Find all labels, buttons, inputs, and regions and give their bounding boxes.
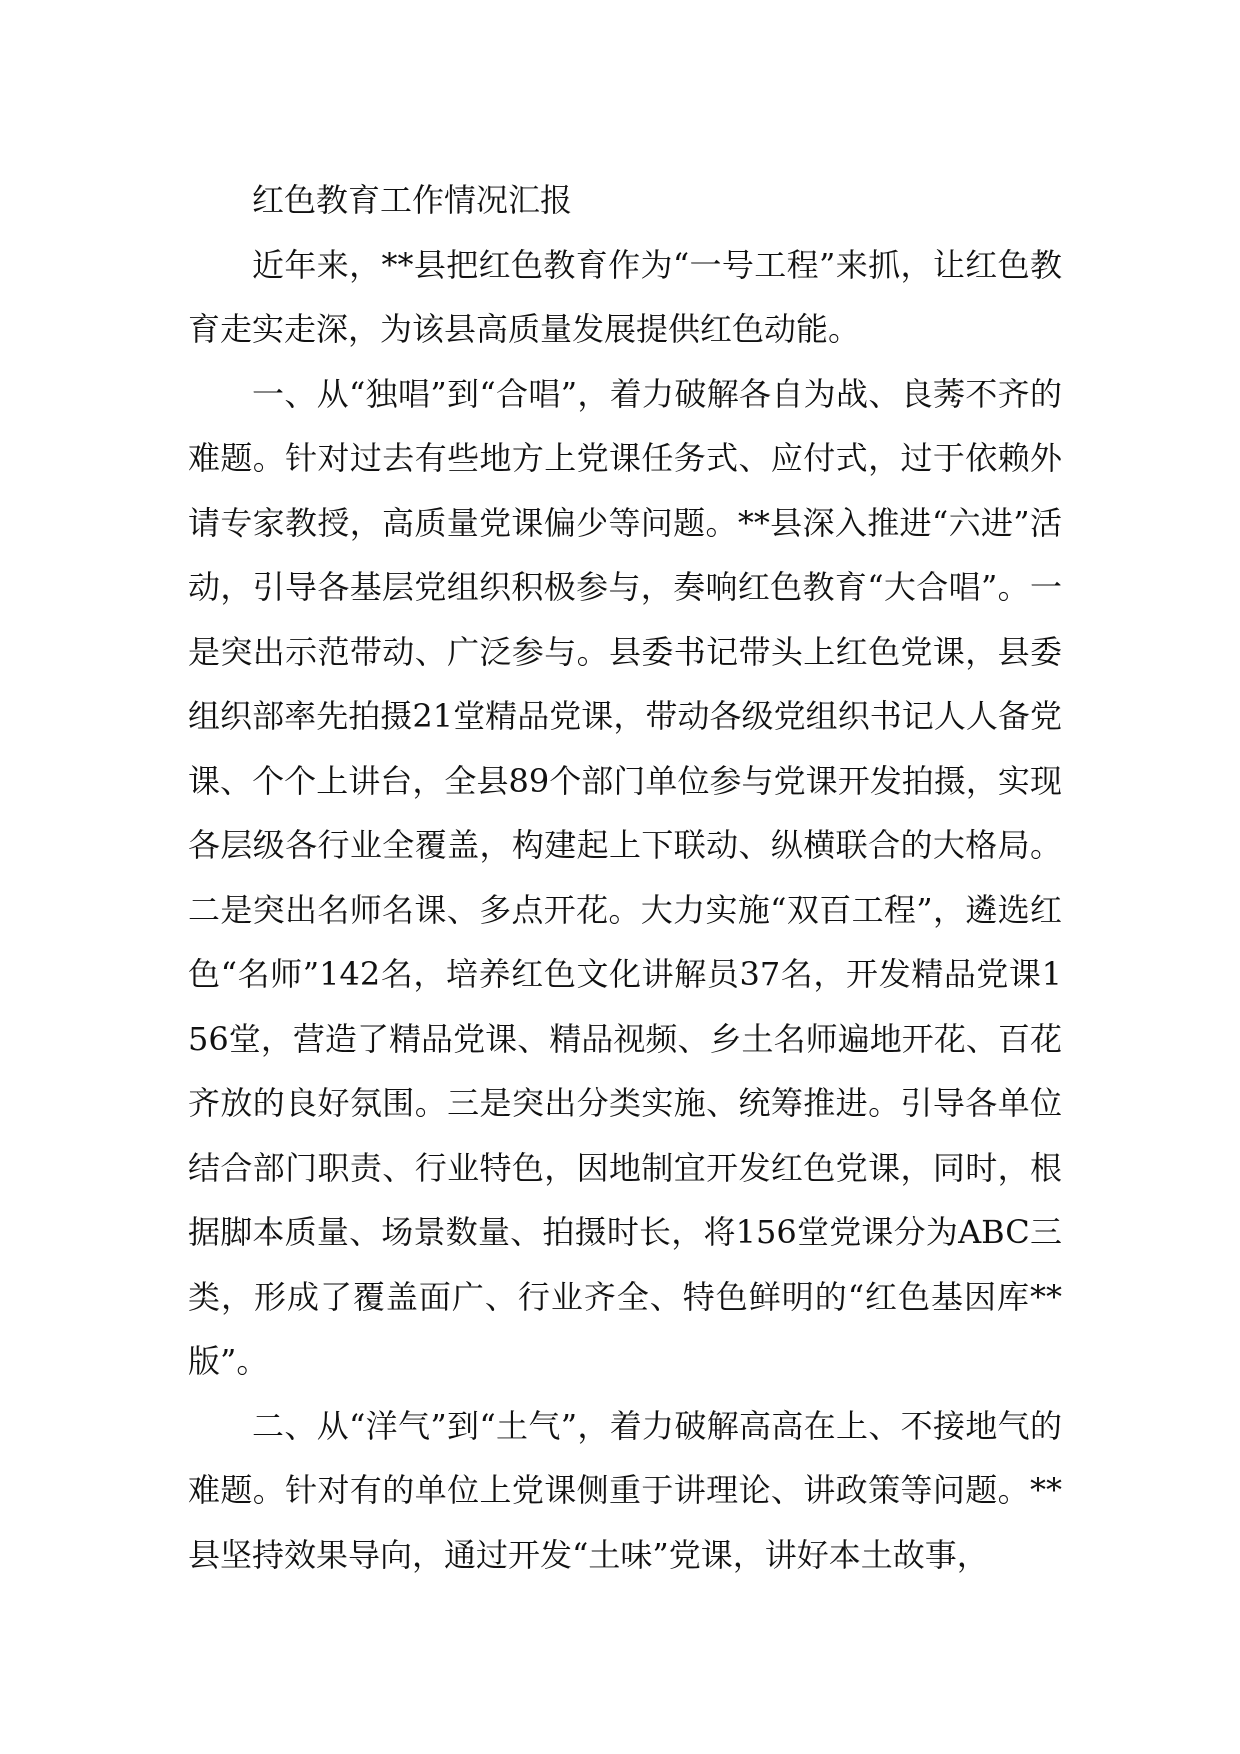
document-body <box>188 168 1062 1587</box>
document-title: 红色教育工作情况汇报 <box>252 181 573 219</box>
section-two-paragraph: 二、从“洋气”到“土气”，着力破解高高在上、不接地气的难题。针对有的单位上党课侧重于讲理论、讲政策等问题。**县坚持效果导向，通过开发“土味”党课，讲好本土故事， <box>188 1406 1062 1574</box>
intro-paragraph: 近年来，**县把红色教育作为“一号工程”来抓，让红色教育走实走深，为该县高质量发展提供红色动能。 <box>188 245 1062 348</box>
section-one-paragraph: 一、从“独唱”到“合唱”，着力破解各自为战、良莠不齐的难题。针对过去有些地方上党课任务式、应付式，过于依赖外请专家教授，高质量党课偏少等问题。**县深入推进“六进”活动，引导各基层党组织积极参与，奏响红色教育“大合唱”。一是突出示范带动、广泛参与。县委书记带头上红色党课，县委组织部率先拍摄21堂精品党课，带动各级党组织书记人人备党课、个个上讲台，全县89个部门单位参与党课开发拍摄，实现各层级各行业全覆盖，构建起上下联动、纵横联合的大格局。二是突出名师名课、多点开花。大力实施“双百工程”，遴选红色“名师”142名，培养红色文化讲解员37名，开发精品党课156堂，营造了精品党课、精品视频、乡土名师遍地开花、百花齐放的良好氛围。三是突出分类实施、统筹推进。引导各单位结合部门职责、行业特色，因地制宜开发红色党课，同时，根据脚本质量、场景数量、拍摄时长，将156堂党课分为ABC三类，形成了覆盖面广、行业齐全、特色鲜明的“红色基因库**版”。 <box>188 374 1062 1380</box>
